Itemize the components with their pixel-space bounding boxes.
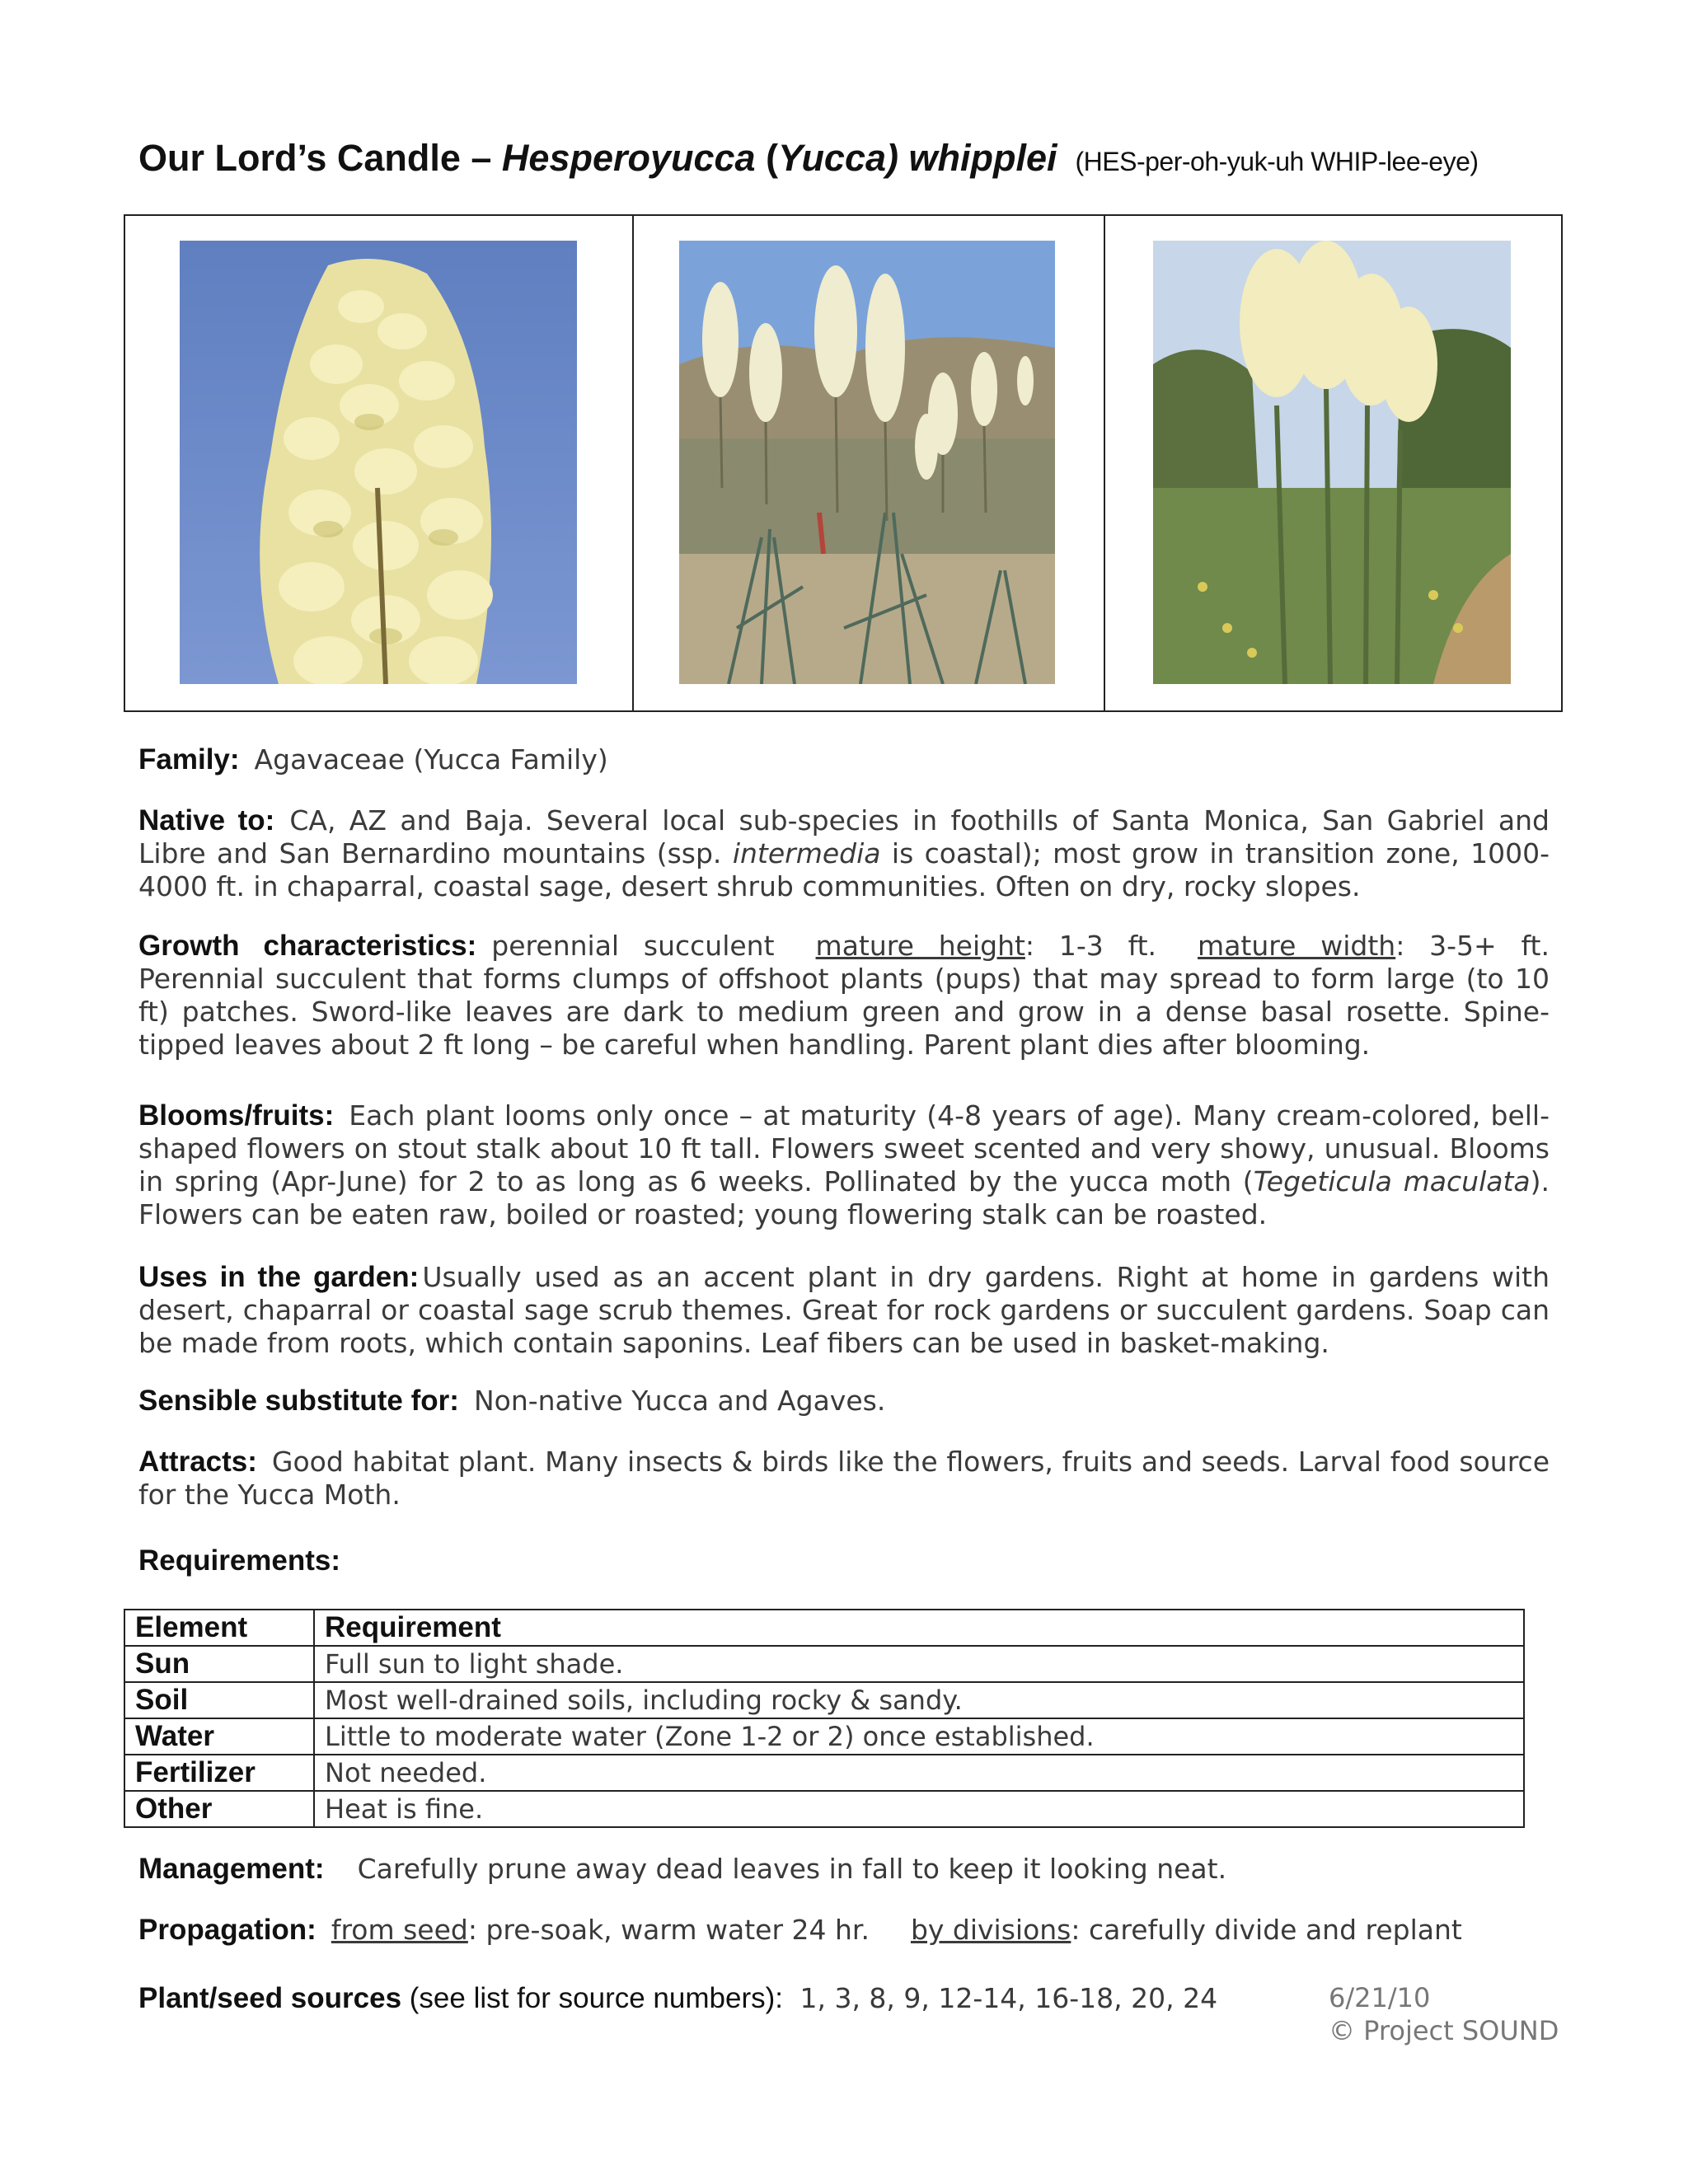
table-header: Element xyxy=(124,1610,314,1646)
table-header-row xyxy=(124,1610,1524,1646)
growth-section xyxy=(138,930,1550,1062)
growth-text: Perennial succulent that forms clumps of offshoot plants (pups) that may spread to form large (to 10 ft) patches. Sword-like leaves are dark to medium green and grow in a dense basal rosette. Spine-tipped leaves about 2 ft long – be careful when handling. Parent plant dies after blooming. xyxy=(138,963,1550,1061)
alt-genus-open: ( xyxy=(755,137,779,179)
management-section xyxy=(138,1853,1550,1886)
propagation-section xyxy=(138,1914,1550,1947)
table-row xyxy=(124,1755,1524,1791)
sources-section xyxy=(138,1982,1309,2015)
table-header: Requirement xyxy=(314,1610,1524,1646)
substitute-section xyxy=(138,1385,1550,1418)
photo-divider xyxy=(1104,216,1105,710)
common-name: Our Lord’s Candle xyxy=(138,137,461,179)
requirement-cell: Most well-drained soils, including rocky & sandy. xyxy=(314,1682,1524,1718)
table-row xyxy=(124,1718,1524,1755)
by-divisions-text: : carefully divide and replant xyxy=(1071,1914,1462,1946)
flower-closeup-photo xyxy=(180,241,577,684)
mature-height-label: mature height xyxy=(815,930,1025,962)
attracts-label: Attracts: xyxy=(138,1446,257,1478)
native-text-2: is coastal); most grow in transition zone, 1000-4000 ft. in chaparral, coastal sage, desert shrub communities. Often on dry, rocky slopes. xyxy=(138,837,1550,902)
title-dash: – xyxy=(460,137,502,179)
pronunciation: (HES-per-oh-yuk-uh WHIP-lee-eye) xyxy=(1075,147,1479,176)
element-cell: Fertilizer xyxy=(124,1755,314,1791)
moth-species: Tegeticula maculata xyxy=(1253,1165,1531,1197)
attracts-text: Good habitat plant. Many insects & birds like the flowers, fruits and seeds. Larval food source for the Yucca Moth. xyxy=(138,1446,1550,1511)
species-name: whipplei xyxy=(898,137,1057,179)
from-seed-text: : pre-soak, warm water 24 hr. xyxy=(467,1914,870,1946)
mature-width-label: mature width xyxy=(1198,930,1396,962)
sources-label: Plant/seed sources xyxy=(138,1982,402,2014)
family-label: Family: xyxy=(138,743,240,776)
source-numbers: 1, 3, 8, 9, 12-14, 16-18, 20, 24 xyxy=(799,1982,1218,2014)
blooms-label: Blooms/fruits: xyxy=(138,1099,335,1132)
uses-section xyxy=(138,1261,1550,1360)
blooms-text-2: ). Flowers can be eaten raw, boiled or roasted; young flowering stalk can be roasted. xyxy=(138,1165,1550,1230)
management-label: Management: xyxy=(138,1853,325,1885)
substitute-label: Sensible substitute for: xyxy=(138,1385,459,1417)
requirements-table xyxy=(124,1609,1525,1828)
attracts-section xyxy=(138,1446,1550,1511)
blooms-section xyxy=(138,1099,1550,1231)
element-cell: Sun xyxy=(124,1646,314,1682)
page-title xyxy=(138,137,1573,180)
alt-genus-name: Yucca) xyxy=(778,137,898,179)
family-section xyxy=(138,743,1550,776)
requirement-cell: Heat is fine. xyxy=(314,1791,1524,1827)
table-row xyxy=(124,1791,1524,1827)
family-text: Agavaceae (Yucca Family) xyxy=(254,743,608,776)
by-divisions-label: by divisions xyxy=(910,1914,1071,1946)
element-cell: Other xyxy=(124,1791,314,1827)
substitute-text: Non-native Yucca and Agaves. xyxy=(473,1385,886,1417)
sources-note: (see list for source numbers): xyxy=(401,1982,783,2014)
propagation-label: Propagation: xyxy=(138,1914,316,1946)
growth-label: Growth characteristics: xyxy=(138,930,477,962)
native-label: Native to: xyxy=(138,804,275,837)
requirements-label: Requirements: xyxy=(138,1544,341,1577)
revision-date: 6/21/10 xyxy=(1329,1982,1431,2013)
blooms-text: Each plant looms only once – at maturity (4-8 years of age). Many cream-colored, bell-shaped flowers on stout stalk about 10 ft tall. Flowers sweet scented and very showy, unusual. Blooms in spring (Apr-June) for 2 to as long as 6 weeks. Pollinated by the yucca moth ( xyxy=(138,1099,1550,1197)
uses-text: Usually used as an accent plant in dry gardens. Right at home in gardens with desert, chaparral or coastal sage scrub themes. Great for rock gardens or succulent gardens. Soap can be made from roots, which contain saponins. Leaf fibers can be used in basket-making. xyxy=(138,1261,1550,1359)
copyright: © Project SOUND xyxy=(1329,2015,1559,2046)
requirement-cell: Not needed. xyxy=(314,1755,1524,1791)
mature-height-value: : 1-3 ft. xyxy=(1025,930,1157,962)
table-row xyxy=(124,1682,1524,1718)
requirement-cell: Little to moderate water (Zone 1-2 or 2) once established. xyxy=(314,1718,1524,1755)
requirements-heading xyxy=(138,1544,1550,1577)
photo-divider xyxy=(632,216,634,710)
native-subspecies: intermedia xyxy=(732,837,881,869)
element-cell: Water xyxy=(124,1718,314,1755)
growth-type: perennial succulent xyxy=(491,930,775,962)
native-text: CA, AZ and Baja. Several local sub-species in foothills of Santa Monica, San Gabriel and Libre and San Bernardino mountains (ssp. xyxy=(138,804,1550,869)
trail-photo xyxy=(1153,241,1511,684)
from-seed-label: from seed xyxy=(331,1914,468,1946)
requirement-cell: Full sun to light shade. xyxy=(314,1646,1524,1682)
mature-width-value: : 3-5+ ft. xyxy=(1395,930,1550,962)
photo-panel xyxy=(124,214,1563,712)
genus-name: Hesperoyucca xyxy=(501,137,756,179)
native-section xyxy=(138,804,1550,903)
management-text: Carefully prune away dead leaves in fall to keep it looking neat. xyxy=(357,1853,1227,1885)
element-cell: Soil xyxy=(124,1682,314,1718)
table-row xyxy=(124,1646,1524,1682)
field-photo xyxy=(679,241,1055,684)
uses-label: Uses in the garden: xyxy=(138,1261,420,1293)
